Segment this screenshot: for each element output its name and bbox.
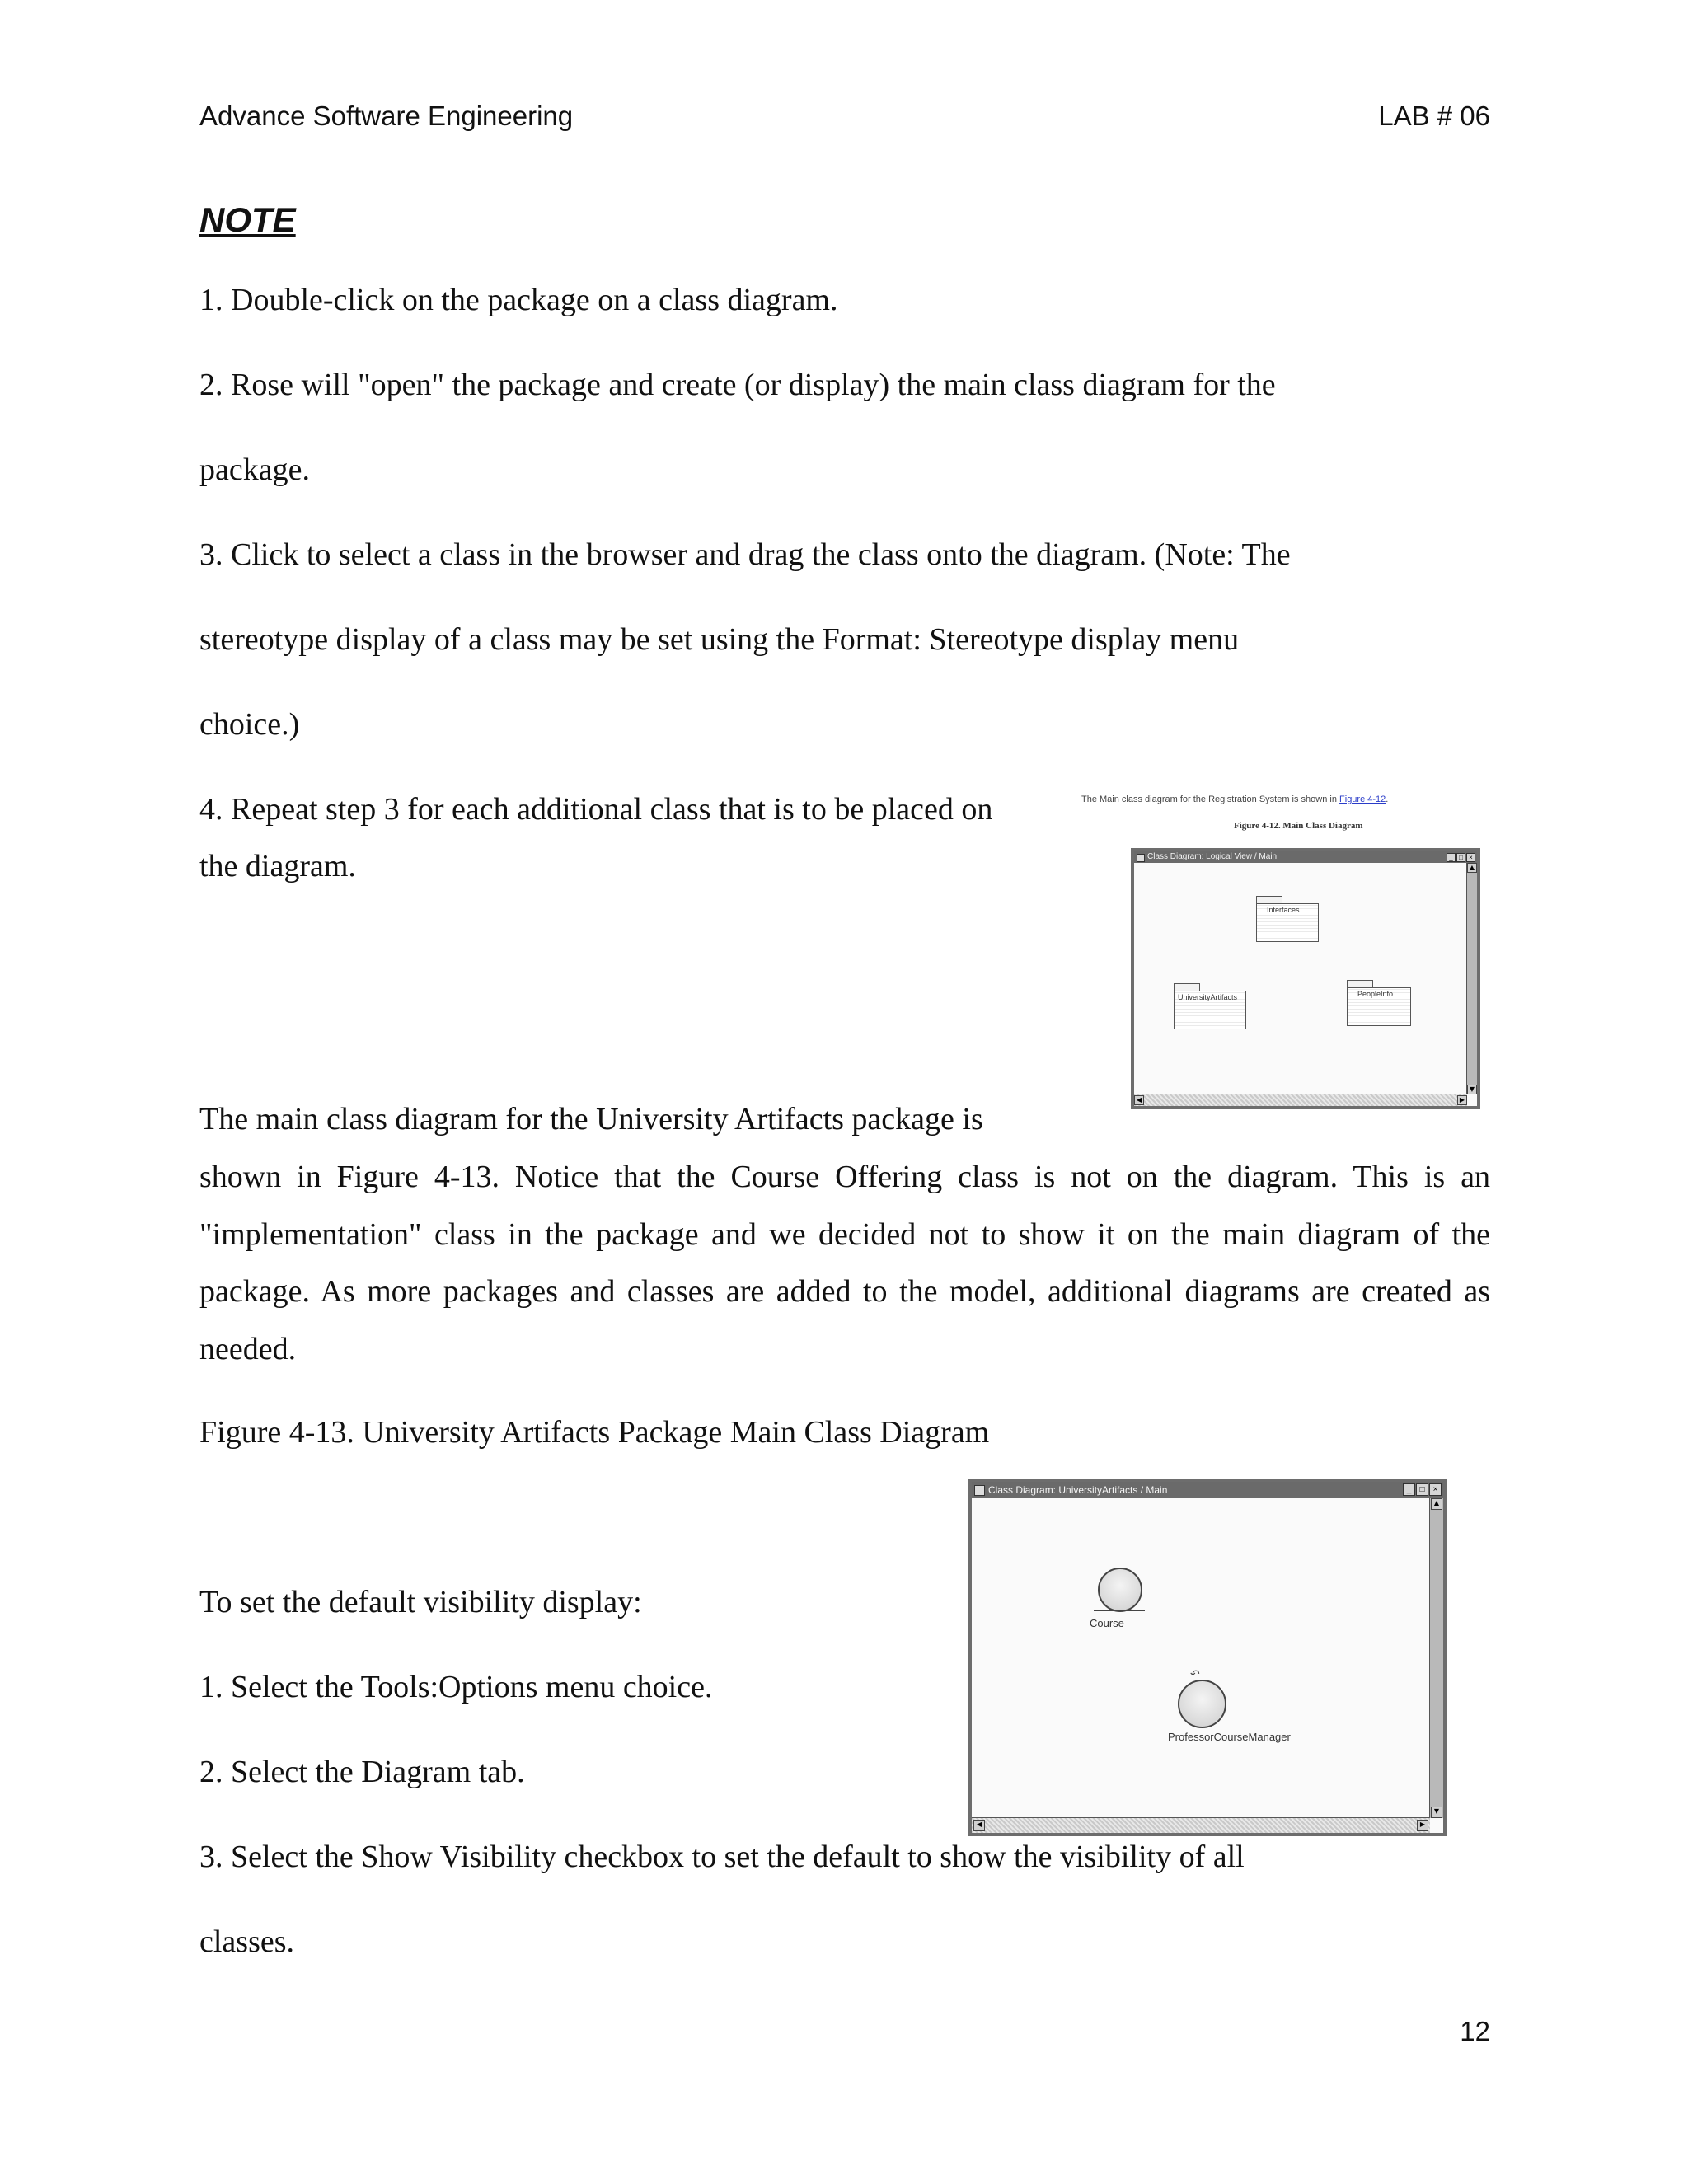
step-4: 4. Repeat step 3 for each additional class that is to be placed on <box>199 792 993 827</box>
step-3: 3. Click to select a class in the browser and drag the class onto the diagram. (Note: The <box>199 537 1291 572</box>
note-heading: NOTE <box>199 200 296 239</box>
figure-412-caption <box>1081 794 1388 804</box>
figure-412-horizontal-scrollbar <box>1134 1094 1467 1106</box>
figure-413-vertical-scrollbar <box>1429 1498 1443 1818</box>
step-1: 1. Double-click on the package on a class diagram. <box>199 283 838 317</box>
maximize-icon: □ <box>1456 853 1465 862</box>
figure-413-horizontal-scrollbar <box>972 1817 1430 1833</box>
figure-412-vertical-scrollbar <box>1466 863 1477 1094</box>
figure-413-caption: Figure 4-13. University Artifacts Package Main Class Diagram <box>199 1415 990 1450</box>
header-course-title: Advance Software Engineering <box>199 101 574 131</box>
close-icon: × <box>1429 1483 1442 1496</box>
window-menu-icon <box>974 1485 985 1496</box>
figure-412-window-title: Class Diagram: Logical View / Main <box>1147 852 1278 861</box>
figure-413-titlebar <box>972 1482 1443 1498</box>
figure-412-window <box>1131 848 1480 1109</box>
step-3-continued: stereotype display of a class may be set using the Format: Stereotype display menu <box>199 622 1240 657</box>
figure-413-window <box>968 1479 1447 1836</box>
minimize-icon: _ <box>1447 853 1456 862</box>
step-3-end: choice.) <box>199 707 300 742</box>
scroll-right-icon: ▶ <box>1457 1095 1467 1105</box>
control-class-professor-course-manager-icon <box>1178 1680 1226 1728</box>
visibility-step-3-continued: classes. <box>199 1924 295 1959</box>
maximize-icon: □ <box>1416 1483 1428 1496</box>
scroll-up-icon: ▲ <box>1431 1498 1442 1510</box>
page-number: 12 <box>1460 2016 1490 2046</box>
figure-412-link[interactable]: Figure 4-12 <box>1339 794 1386 804</box>
figure-412-title: Figure 4-12. Main Class Diagram <box>1234 821 1363 831</box>
paragraph-body: shown in Figure 4-13. Notice that the Course Offering class is not on the diagram. This is an "implementation" class in the package and we decided not to show it on the main diagram of the package. As more packages and classes are added to the model, additional diagrams are created as needed. <box>199 1160 1490 1366</box>
control-class-arrow-icon: ↶ <box>1190 1668 1200 1681</box>
scroll-up-icon: ▲ <box>1467 863 1477 873</box>
scroll-down-icon: ▼ <box>1467 1085 1477 1094</box>
package-university-artifacts-label: UniversityArtifacts <box>1178 993 1238 1001</box>
visibility-step-2: 2. Select the Diagram tab. <box>199 1755 525 1789</box>
visibility-step-1: 1. Select the Tools:Options menu choice. <box>199 1670 713 1704</box>
class-course-label: Course <box>1090 1617 1124 1629</box>
package-people-info-label: PeopleInfo <box>1357 990 1394 998</box>
scroll-left-icon: ◀ <box>973 1820 985 1831</box>
scroll-left-icon: ◀ <box>1134 1095 1144 1105</box>
close-icon: × <box>1466 853 1475 862</box>
step-4-continued: the diagram. <box>199 849 356 883</box>
figure-412-caption-end: . <box>1386 794 1389 804</box>
figure-412-titlebar <box>1134 851 1477 863</box>
window-menu-icon <box>1137 854 1145 862</box>
figure-412-caption-text: The Main class diagram for the Registration System is shown in <box>1081 794 1340 804</box>
paragraph-first-line: The main class diagram for the University Artifacts package is <box>199 1102 983 1137</box>
step-2: 2. Rose will "open" the package and create (or display) the main class diagram for the <box>199 368 1276 402</box>
visibility-intro: To set the default visibility display: <box>199 1585 642 1619</box>
step-2-continued: package. <box>199 452 310 487</box>
package-interfaces-label: Interfaces <box>1267 906 1300 914</box>
minimize-icon: _ <box>1403 1483 1415 1496</box>
class-professor-course-manager-label: ProfessorCourseManager <box>1168 1731 1291 1743</box>
entity-class-course-icon <box>1098 1568 1142 1612</box>
scroll-right-icon: ▶ <box>1417 1820 1428 1831</box>
visibility-step-3: 3. Select the Show Visibility checkbox to set the default to show the visibility of all <box>199 1840 1245 1874</box>
window-buttons <box>1403 1483 1442 1496</box>
window-buttons <box>1447 853 1475 862</box>
scroll-down-icon: ▼ <box>1431 1807 1442 1818</box>
figure-413-window-title: Class Diagram: UniversityArtifacts / Main <box>988 1484 1168 1496</box>
header-lab-number: LAB # 06 <box>1378 101 1490 131</box>
entity-class-underline <box>1094 1610 1145 1611</box>
